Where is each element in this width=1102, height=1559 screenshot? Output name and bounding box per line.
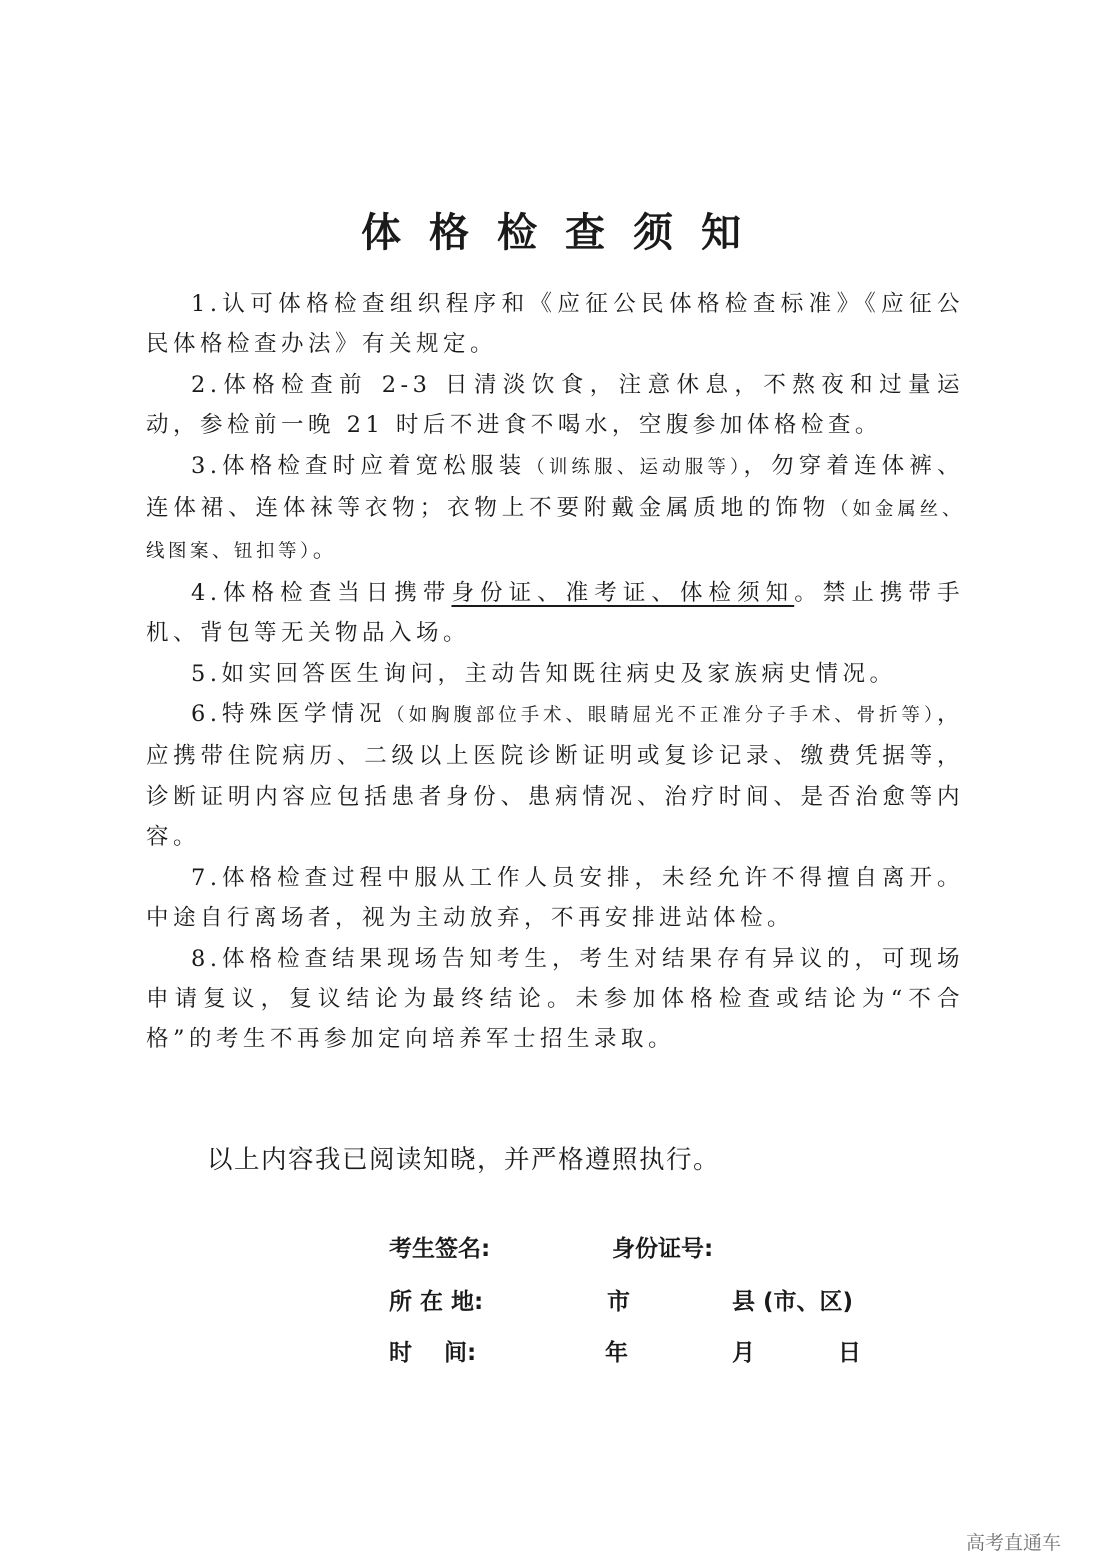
- notice-item-4-text: 4.体格检查当日携带: [191, 579, 452, 606]
- notice-item-3-text: 3.体格检查时应着宽松服装: [191, 452, 527, 479]
- notice-item-6-text: 6.特殊医学情况: [191, 701, 387, 728]
- notice-item-3-note-2: （如金属丝、线图案、钮扣等）: [146, 499, 964, 563]
- notice-body: [146, 284, 964, 1060]
- signature-label: 考生签名:: [389, 1236, 491, 1262]
- required-documents: 身份证、准考证、体检须知: [451, 579, 795, 606]
- watermark: 高考直通车: [966, 1532, 1062, 1554]
- notice-item-3-note: （训练服、运动服等）: [526, 456, 744, 478]
- notice-item-1: 1.认可体格检查组织程序和《应征公民体格检查标准》《应征公民体格检查办法》有关规定。: [146, 291, 964, 358]
- notice-item-4-text-2: 。禁止携带手机、背包等无关物品入场。: [146, 579, 964, 647]
- county-label: 县 (市、区): [732, 1289, 854, 1315]
- page-title: 体格检查须知: [361, 210, 769, 256]
- year-label: 年: [605, 1340, 628, 1366]
- city-label: 市: [607, 1289, 630, 1315]
- notice-item-3-text-2: ，勿穿着连体裤、连体裙、连体袜等衣物；衣物上不要附戴金属质地的饰物: [146, 452, 964, 522]
- month-label: 月: [732, 1340, 755, 1366]
- day-label: 日: [838, 1340, 861, 1366]
- notice-item-5: 5.如实回答医生询问，主动告知既往病史及家族病史情况。: [191, 660, 897, 687]
- confirmation-statement: 以上内容我已阅读知晓，并严格遵照执行。: [207, 1145, 721, 1175]
- notice-item-8: 8.体格检查结果现场告知考生，考生对结果存有异议的，可现场申请复议，复议结论为最终结论。未参加体格检查或结论为“不合格”的考生不再参加定向培养军士招生录取。: [146, 945, 964, 1053]
- notice-item-6-text-2: ，应携带住院病历、二级以上医院诊断证明或复诊记录、缴费凭据等，诊断证明内容应包括患者身份、患病情况、治疗时间、是否治愈等内容。: [146, 701, 964, 851]
- time-label: 时 间:: [389, 1340, 477, 1366]
- notice-item-6: [146, 694, 964, 858]
- notice-item-7: 7.体格检查过程中服从工作人员安排，未经允许不得擅自离开。中途自行离场者，视为主动放弃，不再安排进站体检。: [146, 864, 964, 932]
- notice-item-3: [146, 446, 964, 573]
- notice-item-6-note: （如胸腹部位手术、眼睛屈光不正准分子手术、骨折等）: [386, 705, 937, 727]
- id-number-label: 身份证号:: [612, 1236, 714, 1262]
- notice-item-3-end: 。: [312, 537, 340, 564]
- notice-item-2: 2.体格检查前 2-3 日清淡饮食，注意休息，不熬夜和过量运动，参检前一晚 21 时后不进食不喝水，空腹参加体格检查。: [146, 371, 964, 439]
- notice-item-4: [146, 573, 964, 654]
- location-label: 所 在 地:: [389, 1289, 484, 1315]
